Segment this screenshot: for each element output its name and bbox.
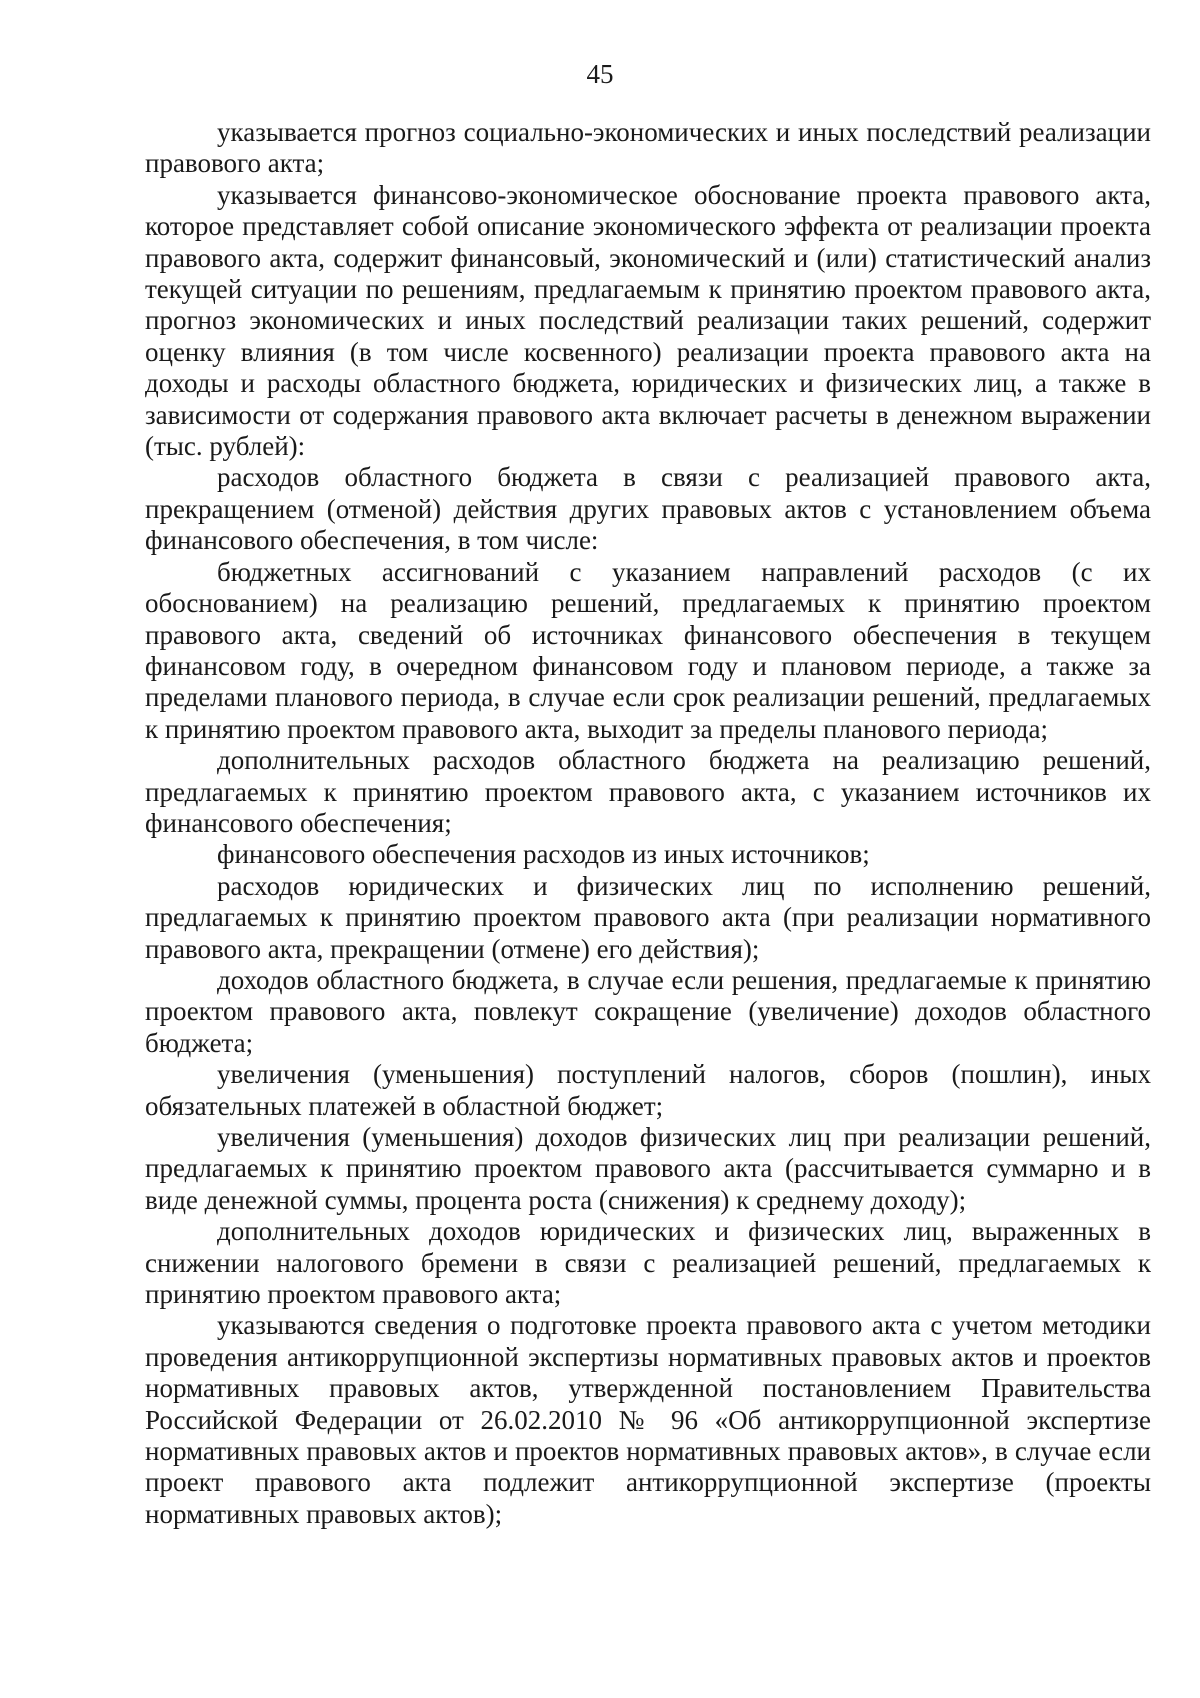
- document-body: [145, 117, 1151, 1530]
- paragraph: увеличения (уменьшения) поступлений налогов, сборов (пошлин), иных обязательных платежей в областной бюджет;: [145, 1059, 1151, 1121]
- paragraph: дополнительных расходов областного бюджета на реализацию решений, предлагаемых к принятию проектом правового акта, с указанием источников их финансового обеспечения;: [145, 745, 1151, 838]
- paragraph: бюджетных ассигнований с указанием направлений расходов (с их обоснованием) на реализацию решений, предлагаемых к принятию проектом правового акта, сведений об источниках финансового обеспечения в текущем финансовом году, в очередном финансовом году и плановом периоде, а также за пределами планового периода, в случае если срок реализации решений, предлагаемых к принятию проектом правового акта, выходит за пределы планового периода;: [145, 556, 1151, 744]
- paragraph: финансового обеспечения расходов из иных источников;: [217, 839, 870, 870]
- paragraph: дополнительных доходов юридических и физических лиц, выраженных в снижении налогового бремени в связи с реализацией решений, предлагаемых к принятию проектом правового акта;: [145, 1216, 1151, 1310]
- paragraph: указываются сведения о подготовке проекта правового акта с учетом методики проведения антикоррупционной экспертизы нормативных правовых актов и проектов нормативных правовых актов, утвержденной постановлением Правительства Российской Федерации от 26.02.2010 № 96 «Об антикоррупционной экспертизе нормативных правовых актов и проектов нормативных правовых актов», в случае если проект правового акта подлежит антикоррупционной экспертизе (проекты нормативных правовых актов);: [145, 1310, 1151, 1529]
- paragraph: указывается прогноз социально-экономических и иных последствий реализации правового акта;: [145, 117, 1151, 179]
- paragraph: увеличения (уменьшения) доходов физических лиц при реализации решений, предлагаемых к принятию проектом правового акта (рассчитывается суммарно и в виде денежной суммы, процента роста (снижения) к среднему доходу);: [145, 1122, 1151, 1215]
- paragraph: расходов юридических и физических лиц по исполнению решений, предлагаемых к принятию проектом правового акта (при реализации нормативного правового акта, прекращении (отмене) его действия);: [145, 870, 1151, 964]
- paragraph: расходов областного бюджета в связи с реализацией правового акта, прекращением (отменой) действия других правовых актов с установлением объема финансового обеспечения, в том числе:: [145, 462, 1151, 556]
- paragraph: указывается финансово-экономическое обоснование проекта правового акта, которое представляет собой описание экономического эффекта от реализации проекта правового акта, содержит финансовый, экономический и (или) статистический анализ текущей ситуации по решениям, предлагаемым к принятию проектом правового акта, прогноз экономических и иных последствий реализации таких решений, содержит оценку влияния (в том числе косвенного) реализации проекта правового акта на доходы и расходы областного бюджета, юридических и физических лиц, а также в зависимости от содержания правового акта включает расчеты в денежном выражении (тыс. рублей):: [145, 179, 1151, 462]
- paragraph: доходов областного бюджета, в случае если решения, предлагаемые к принятию проектом правового акта, повлекут сокращение (увеличение) доходов областного бюджета;: [145, 964, 1151, 1058]
- page-number: 45: [586, 59, 614, 89]
